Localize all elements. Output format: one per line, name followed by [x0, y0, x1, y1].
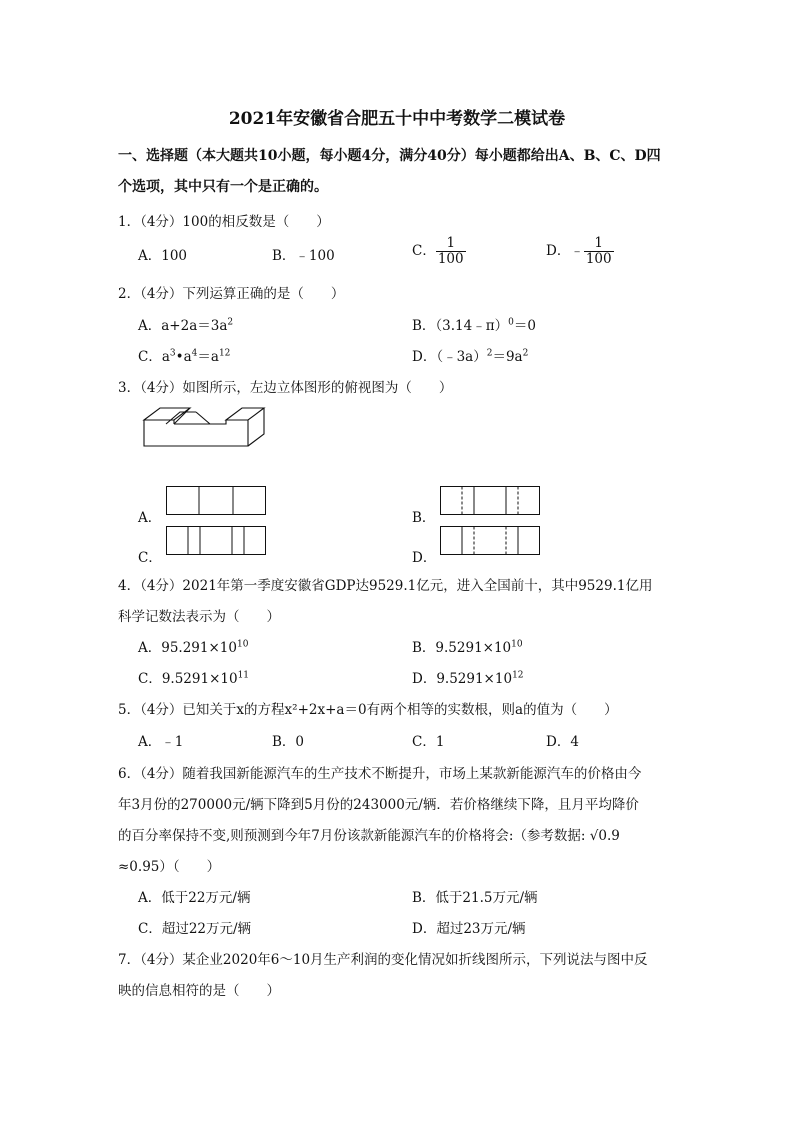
question-5-stem: 5．（4分）已知关于x的方程x²+2x+a＝0有两个相等的实数根，则a的值为（ ） [118, 702, 618, 718]
question-7-stem-line1: 7．（4分）某企业2020年6～10月生产利润的变化情况如折线图所示，下列说法与图中反 [118, 952, 648, 968]
fraction-denominator: 100 [585, 250, 612, 267]
q1-option-c[interactable] [412, 236, 466, 267]
q4-option-a-exponent: 10 [236, 639, 249, 650]
q1-option-b[interactable]: B．﹣100 [272, 248, 335, 264]
q2-option-d-text: D．（﹣3a） [412, 349, 487, 365]
page-title: 2021年安徽省合肥五十中中考数学二模试卷 [228, 109, 566, 129]
section-heading-line2: 个选项，其中只有一个是正确的。 [118, 179, 328, 195]
q1-option-d[interactable] [546, 236, 614, 267]
question-6-stem-line1: 6．（4分）随着我国新能源汽车的生产技术不断提升，市场上某款新能源汽车的价格由今 [118, 766, 642, 782]
question-4-stem-line1: 4．（4分）2021年第一季度安徽省GDP达9529.1亿元，进入全国前十，其中9529.1亿用 [118, 578, 653, 594]
q3-option-b-figure[interactable] [440, 486, 541, 516]
question-6-stem-line4: ≈0.95）（ ） [118, 859, 221, 875]
q5-option-b[interactable]: B．0 [272, 734, 305, 750]
q4-option-c[interactable] [138, 667, 249, 687]
fraction-denominator: 100 [437, 250, 464, 267]
q2-option-a-text: A．a+2a＝3a [138, 318, 228, 334]
question-6-stem-line3: 的百分率保持不变,则预测到今年7月份该款新能源汽车的价格将会:（参考数据: √0.9 [118, 828, 620, 844]
question-4-stem-line2: 科学记数法表示为（ ） [118, 609, 280, 625]
q1-option-c-prefix: C． [412, 242, 436, 259]
q6-option-c[interactable]: C．超过22万元/辆 [138, 921, 252, 937]
q2-option-c-exp1: 3 [169, 348, 176, 359]
q4-option-d-text: D．9.5291×10 [412, 671, 513, 687]
q1-option-c-fraction [436, 236, 466, 267]
question-1-stem: 1．（4分）100的相反数是（ ） [118, 214, 330, 230]
q3-option-a-label[interactable]: A． [138, 510, 162, 526]
q4-option-d[interactable] [412, 667, 524, 687]
q2-option-c-exp3: 12 [218, 348, 231, 359]
q1-option-d-fraction [584, 236, 614, 267]
q4-option-b[interactable] [412, 636, 523, 656]
q4-option-c-exponent: 11 [237, 670, 250, 681]
q2-option-b-text: B．（3.14﹣π） [412, 318, 509, 334]
q6-option-b[interactable]: B．低于21.5万元/辆 [412, 890, 538, 906]
q6-option-a[interactable]: A．低于22万元/辆 [138, 890, 251, 906]
q4-option-d-exponent: 12 [512, 670, 524, 681]
q4-option-a-text: A．95.291×10 [138, 640, 237, 656]
q2-option-c-mid: •a [175, 349, 192, 365]
question-2-stem: 2．（4分）下列运算正确的是（ ） [118, 286, 345, 302]
q5-option-d[interactable]: D．4 [546, 734, 579, 750]
q1-option-d-prefix: D．﹣ [546, 242, 584, 259]
q2-option-a[interactable] [138, 314, 233, 334]
q2-option-a-exponent: 2 [227, 317, 234, 328]
q5-option-a[interactable]: A．﹣1 [138, 734, 184, 750]
fraction-numerator: 1 [584, 236, 614, 252]
section-heading-line1: 一、选择题（本大题共10小题，每小题4分，满分40分）每小题都给出A、B、C、D四 [118, 148, 661, 164]
q4-option-a[interactable] [138, 636, 248, 656]
fraction-numerator: 1 [436, 236, 466, 252]
q2-option-b-exponent: 0 [508, 317, 514, 328]
q2-option-d-exp1: 2 [486, 348, 493, 359]
q2-option-c-mid2: ＝a [197, 349, 219, 365]
q4-option-b-exponent: 10 [511, 639, 523, 650]
solid-figure-illustration [140, 404, 270, 450]
q3-option-d-label[interactable]: D． [412, 550, 437, 566]
q2-option-b[interactable] [412, 314, 536, 334]
q2-option-c-exp2: 4 [191, 348, 198, 359]
q4-option-b-text: B．9.5291×10 [412, 640, 512, 656]
q3-option-a-figure[interactable] [166, 486, 267, 516]
question-3-stem: 3．（4分）如图所示，左边立体图形的俯视图为（ ） [118, 380, 453, 396]
q2-option-d-exp2: 2 [522, 348, 529, 359]
q2-option-d-tail: ＝9a [492, 349, 523, 365]
q6-option-d[interactable]: D．超过23万元/辆 [412, 921, 526, 937]
q3-option-c-figure[interactable] [166, 526, 267, 556]
question-7-stem-line2: 映的信息相符的是（ ） [118, 983, 280, 999]
q5-option-c[interactable]: C．1 [412, 734, 445, 750]
question-6-stem-line2: 年3月份的270000元/辆下降到5月份的243000元/辆．若价格继续下降，且月平均降价 [118, 797, 639, 813]
q3-option-b-label[interactable]: B． [412, 510, 436, 526]
q3-option-c-label[interactable]: C． [138, 550, 162, 566]
q2-option-c[interactable] [138, 345, 230, 365]
q2-option-b-tail: ＝0 [513, 318, 536, 334]
q2-option-c-text: C．a [138, 349, 170, 365]
q3-option-d-figure[interactable] [440, 526, 541, 556]
q4-option-c-text: C．9.5291×10 [138, 671, 238, 687]
q2-option-d[interactable] [412, 345, 528, 365]
q1-option-a[interactable]: A．100 [138, 248, 188, 264]
